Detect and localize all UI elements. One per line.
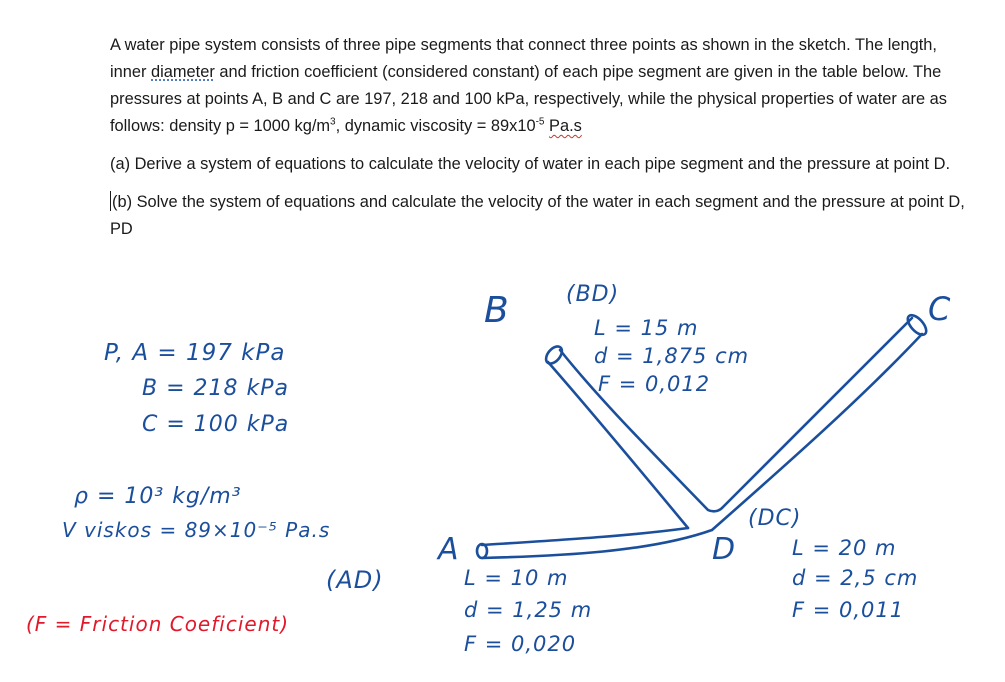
segment-dc-friction: F = 0,011 bbox=[792, 598, 905, 622]
segment-bd-name: (BD) bbox=[566, 282, 620, 307]
note-pressure-c: C = 100 kPa bbox=[142, 412, 290, 437]
point-a-label: A bbox=[438, 532, 460, 567]
viscosity-unit: Pa.s bbox=[549, 117, 582, 135]
note-pressure-b: B = 218 kPa bbox=[142, 376, 289, 401]
pipe-dc-end bbox=[905, 312, 930, 338]
segment-bd-friction: F = 0,012 bbox=[598, 372, 711, 396]
part-a: (a) Derive a system of equations to calculate the velocity of water in each pipe segment and the pressure at point D. bbox=[110, 155, 951, 173]
segment-dc-name: (DC) bbox=[748, 506, 802, 531]
segment-bd-diameter: d = 1,875 cm bbox=[594, 344, 750, 368]
segment-bd-length: L = 15 m bbox=[594, 316, 699, 340]
pipe-dc-upper-wall bbox=[722, 318, 912, 508]
pipe-bd-end bbox=[543, 343, 565, 366]
segment-dc-diameter: d = 2,5 cm bbox=[792, 566, 919, 590]
point-d-label: D bbox=[712, 532, 737, 567]
note-viscosity: V viskos = 89×10⁻⁵ Pa.s bbox=[62, 518, 331, 542]
pipe-ad-upper-wall bbox=[482, 528, 688, 545]
point-c-label: C bbox=[928, 290, 952, 328]
point-b-label: B bbox=[484, 290, 510, 331]
note-friction-legend: (F = Friction Coeficient) bbox=[26, 612, 290, 636]
problem-intro: A water pipe system consists of three pipe segments that connect three points as shown in the sketch. The length, inner diameter and friction coefficient (considered constant) of each pipe segment are given in the table below. The pressures at points A, B and C are 197, 218 and 100 kPa, respectively, while the physical properties of water are as follows: density p = 1000 $kg/m^3$, dynamic viscosity = $89x10^{-5}$ Pa.s bbox=[110, 36, 947, 135]
segment-ad-length: L = 10 m bbox=[464, 566, 569, 590]
segment-ad-name: (AD) bbox=[326, 566, 384, 594]
diameter-word: diameter bbox=[151, 63, 215, 81]
note-pressure-a: P, A = 197 kPa bbox=[104, 340, 286, 366]
note-density: ρ = 10³ kg/m³ bbox=[74, 484, 242, 509]
part-b: (b) Solve the system of equations and calculate the velocity of the water in each segment and the pressure at point D, PD bbox=[110, 193, 965, 238]
segment-dc-length: L = 20 m bbox=[792, 536, 897, 560]
segment-ad-friction: F = 0,020 bbox=[464, 632, 577, 656]
segment-ad-diameter: d = 1,25 m bbox=[464, 598, 593, 622]
